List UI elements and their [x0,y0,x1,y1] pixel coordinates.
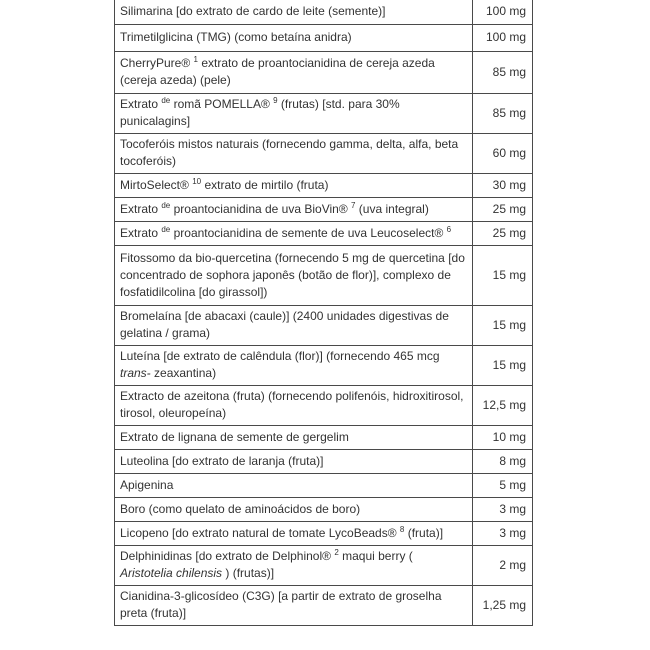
ingredient-amount: 1,25 mg [473,585,533,625]
ingredient-name-text: extrato de proantocianidina de cereja azeda (cereja azeda) (pele) [120,56,435,87]
footnote-marker: 9 [273,96,278,105]
ingredient-name-text: Trimetilglicina (TMG) (como betaína anidra) [120,30,352,44]
ingredient-amount: 15 mg [473,245,533,305]
ingredient-amount: 100 mg [473,24,533,51]
ingredient-name [115,305,473,345]
ingredient-name-text: proantocianidina de semente de uva Leucoselect® [170,225,447,240]
ingredient-name [115,385,473,425]
ingredient-name-text: Cianidina-3-glicosídeo (C3G) [a partir de extrato de groselha preta (fruta)] [120,589,442,620]
ingredient-amount: 10 mg [473,425,533,449]
ingredient-row [115,345,533,385]
ingredient-name [115,93,473,133]
ingredient-name-text: Licopeno [do extrato natural de tomate LycoBeads® [120,525,400,540]
ingredient-name-text: Extrato [120,225,162,240]
ingredient-name-text: Delphinidinas [do extrato de Delphinol® [120,549,335,563]
footnote-marker: de [161,96,171,105]
ingredient-amount: 85 mg [473,93,533,133]
ingredient-name-text: Tocoferóis mistos naturais (fornecendo gamma, delta, alfa, beta tocoferóis) [120,137,459,168]
ingredient-name-text: Silimarina [do extrato de cardo de leite (semente)] [120,4,386,19]
ingredient-amount: 100 mg [473,0,533,24]
ingredient-row [115,545,533,585]
ingredient-name-text: ) (frutas)] [222,566,275,580]
ingredient-name-text: Bromelaína [de abacaxi (caule)] (2400 unidades digestivas de gelatina / grama) [120,309,449,340]
ingredient-name-text: Fitossomo da bio-quercetina (fornecendo 5 mg de quercetina [do concentrado de sophora japonês (botão de flor)], complexo de fosfatidilcolina [do girassol]) [120,250,465,299]
footnote-marker: 1 [193,55,198,64]
ingredient-name-italic: Aristotelia chilensis [120,566,223,580]
ingredient-name [115,473,473,497]
ingredient-name [115,51,473,93]
ingredient-name [115,197,473,221]
ingredient-row [115,173,533,197]
ingredient-amount: 8 mg [473,449,533,473]
ingredient-row [115,51,533,93]
ingredient-name-text: Extrato de lignana de semente de gergelim [120,429,349,444]
footnote-marker: 6 [446,224,452,234]
ingredient-row [115,221,533,245]
ingredient-name [115,497,473,521]
ingredient-amount: 5 mg [473,473,533,497]
ingredient-row [115,521,533,545]
supplement-facts-table [114,0,533,626]
ingredient-row [115,93,533,133]
ingredient-name-text: proantocianidina de uva BioVin® [170,201,352,216]
ingredient-amount: 60 mg [473,133,533,173]
ingredient-name-text: Luteolina [do extrato de laranja (fruta)] [120,453,324,468]
footnote-marker: de [161,200,171,210]
ingredient-name-text: maqui berry ( [338,549,413,563]
ingredient-row [115,425,533,449]
ingredient-amount: 15 mg [473,305,533,345]
ingredient-row [115,0,533,24]
ingredient-name-text: Extracto de azeitona (fruta) (fornecendo polifenóis, hidroxitirosol, tirosol, oleuropeína) [120,389,464,420]
ingredient-amount: 3 mg [473,521,533,545]
ingredient-row [115,497,533,521]
ingredient-name [115,425,473,449]
ingredient-name-text: extrato de mirtilo (fruta) [201,177,329,192]
ingredient-name-text: (fruta)] [404,525,444,540]
ingredient-amount: 85 mg [473,51,533,93]
ingredient-name-text: (frutas) [std. para 30% punicalagins] [120,97,400,128]
ingredient-amount: 30 mg [473,173,533,197]
ingredient-name [115,133,473,173]
ingredient-name [115,449,473,473]
ingredient-amount: 2 mg [473,545,533,585]
ingredient-name [115,585,473,625]
ingredient-name-text: MirtoSelect® [120,177,193,192]
ingredient-name-text: (uva integral) [355,201,429,216]
ingredient-name [115,345,473,385]
ingredient-row [115,385,533,425]
ingredient-name-text: Luteína [de extrato de calêndula (flor)] (fornecendo 465 mcg [120,349,440,363]
ingredient-row [115,585,533,625]
footnote-marker: 7 [351,200,356,210]
ingredient-row [115,449,533,473]
ingredient-name [115,221,473,245]
ingredient-name-text: zeaxantina) [150,366,217,380]
ingredient-amount: 25 mg [473,197,533,221]
ingredient-name [115,245,473,305]
ingredient-row [115,305,533,345]
ingredient-name-text: romã POMELLA® [170,97,274,111]
footnote-marker: de [161,224,171,234]
footnote-marker: 2 [334,548,339,557]
ingredient-name-text: CherryPure® [120,56,194,70]
ingredient-row [115,133,533,173]
supplement-facts-body [115,0,533,625]
ingredient-name-text: Extrato [120,201,162,216]
ingredient-row [115,473,533,497]
ingredient-amount: 3 mg [473,497,533,521]
ingredient-name-italic: trans- [120,366,151,380]
ingredient-row [115,245,533,305]
footnote-marker: 10 [192,176,202,186]
ingredient-amount: 12,5 mg [473,385,533,425]
ingredient-name-text: Boro (como quelato de aminoácidos de boro) [120,501,361,516]
footnote-marker: 8 [399,524,405,534]
ingredient-amount: 15 mg [473,345,533,385]
ingredient-row [115,197,533,221]
ingredient-name-text: Apigenina [120,477,174,492]
ingredient-row [115,24,533,51]
ingredient-name [115,24,473,51]
ingredient-name-text: Extrato [120,97,162,111]
ingredient-amount: 25 mg [473,221,533,245]
ingredient-name [115,0,473,24]
ingredient-name [115,521,473,545]
ingredient-name [115,545,473,585]
ingredient-name [115,173,473,197]
